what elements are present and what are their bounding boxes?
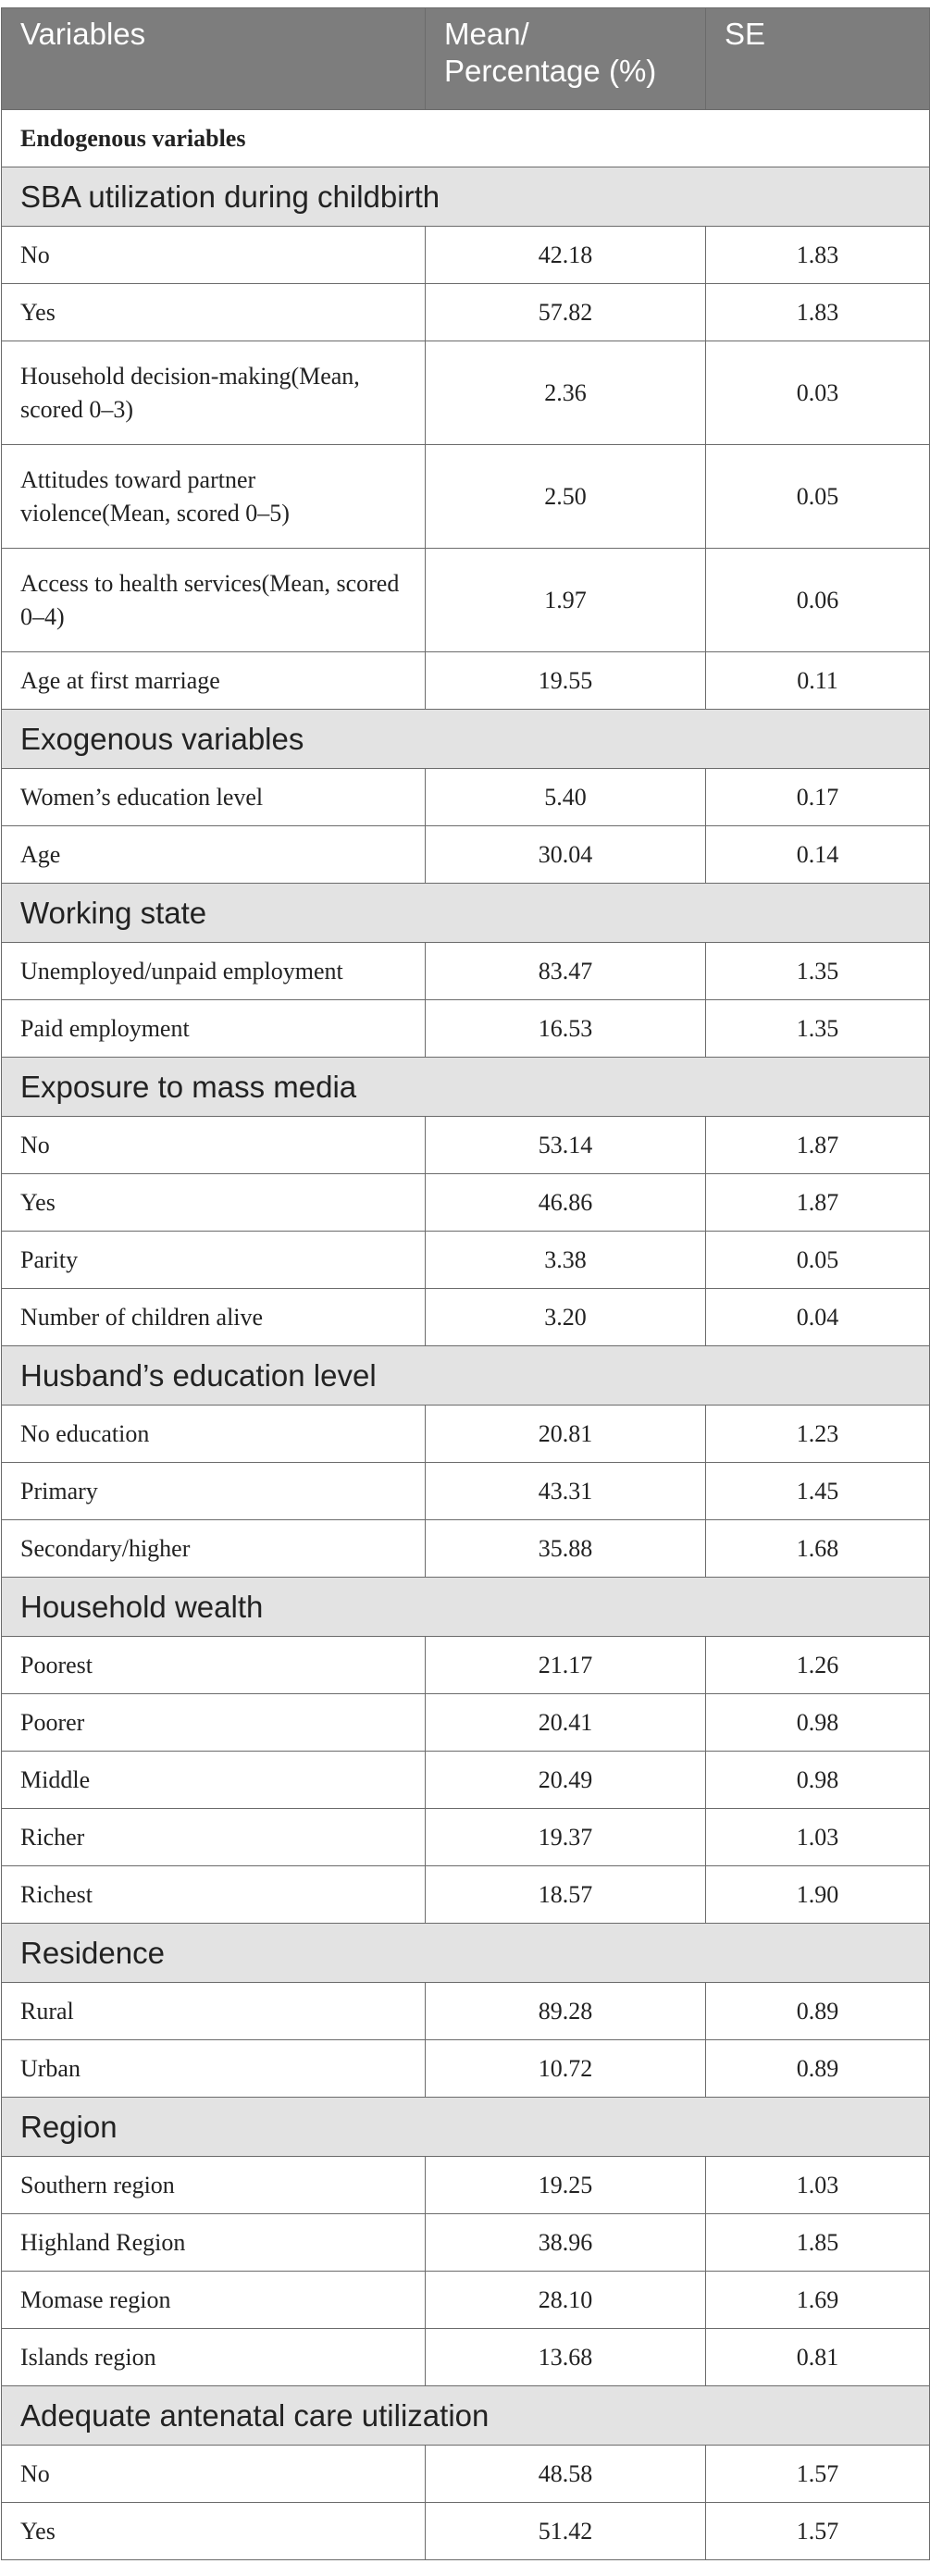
se-cell: 1.90 [706,1866,930,1924]
section-row [2,1578,930,1637]
variable-cell: Age at first marriage [2,652,426,710]
se-cell: 1.68 [706,1520,930,1578]
section-row [2,167,930,227]
mean-cell: 30.04 [426,826,706,884]
table-row [2,2040,930,2098]
table-row [2,227,930,284]
table-row [2,652,930,710]
se-cell: 1.83 [706,284,930,341]
variable-cell: Secondary/higher [2,1520,426,1578]
table-row [2,2329,930,2386]
mean-cell: 13.68 [426,2329,706,2386]
table-row [2,1809,930,1866]
se-cell: 1.23 [706,1406,930,1463]
mean-cell: 53.14 [426,1117,706,1174]
variable-cell: Islands region [2,2329,426,2386]
variable-cell: Women’s education level [2,769,426,826]
se-cell: 1.57 [706,2503,930,2560]
section-title: Household wealth [2,1578,930,1637]
section-title: Exposure to mass media [2,1058,930,1117]
variable-cell: Access to health services(Mean, scored 0–4) [2,549,426,652]
variable-cell: Primary [2,1463,426,1520]
mean-cell: 10.72 [426,2040,706,2098]
descriptive-statistics-table [1,7,930,2560]
mean-cell: 2.50 [426,445,706,549]
intro-row [2,110,930,167]
mean-cell: 57.82 [426,284,706,341]
se-cell: 1.87 [706,1174,930,1232]
mean-cell: 3.38 [426,1232,706,1289]
section-row [2,2386,930,2446]
variable-cell: Age [2,826,426,884]
mean-cell: 51.42 [426,2503,706,2560]
variable-cell: Southern region [2,2157,426,2214]
variable-cell: Urban [2,2040,426,2098]
se-cell: 0.81 [706,2329,930,2386]
mean-cell: 20.49 [426,1752,706,1809]
se-cell: 0.17 [706,769,930,826]
table-row [2,1174,930,1232]
mean-cell: 38.96 [426,2214,706,2272]
variable-cell: Momase region [2,2272,426,2329]
mean-cell: 21.17 [426,1637,706,1694]
se-cell: 0.98 [706,1752,930,1809]
table-row [2,826,930,884]
table-row [2,2503,930,2560]
se-cell: 0.98 [706,1694,930,1752]
header-se: SE [706,8,930,110]
mean-cell: 19.25 [426,2157,706,2214]
section-title: Adequate antenatal care utilization [2,2386,930,2446]
mean-cell: 19.55 [426,652,706,710]
se-cell: 1.83 [706,227,930,284]
variable-cell: Paid employment [2,1000,426,1058]
se-cell: 0.04 [706,1289,930,1346]
se-cell: 0.11 [706,652,930,710]
se-cell: 1.57 [706,2446,930,2503]
mean-cell: 28.10 [426,2272,706,2329]
se-cell: 0.03 [706,341,930,445]
table-row [2,1117,930,1174]
mean-cell: 18.57 [426,1866,706,1924]
table-row [2,769,930,826]
mean-cell: 83.47 [426,943,706,1000]
variable-cell: Yes [2,284,426,341]
variable-cell: Highland Region [2,2214,426,2272]
variable-cell: Poorest [2,1637,426,1694]
variable-cell: Richer [2,1809,426,1866]
mean-cell: 20.81 [426,1406,706,1463]
table-row [2,1289,930,1346]
table-row [2,1637,930,1694]
intro-label: Endogenous variables [2,110,930,167]
table-header-row [2,8,930,110]
section-row [2,884,930,943]
variable-cell: Poorer [2,1694,426,1752]
variable-cell: No [2,1117,426,1174]
table-row [2,2446,930,2503]
table-row [2,1752,930,1809]
section-title: SBA utilization during childbirth [2,167,930,227]
table-row [2,1694,930,1752]
mean-cell: 89.28 [426,1983,706,2040]
variable-cell: Attitudes toward partner violence(Mean, scored 0–5) [2,445,426,549]
table-row [2,1000,930,1058]
se-cell: 1.69 [706,2272,930,2329]
se-cell: 0.05 [706,445,930,549]
header-mean-percentage: Mean/ Percentage (%) [426,8,706,110]
variable-cell: Unemployed/unpaid employment [2,943,426,1000]
section-row [2,710,930,769]
section-title: Working state [2,884,930,943]
se-cell: 1.03 [706,1809,930,1866]
table-row [2,1232,930,1289]
variable-cell: Richest [2,1866,426,1924]
mean-cell: 46.86 [426,1174,706,1232]
table-row [2,943,930,1000]
se-cell: 0.89 [706,2040,930,2098]
se-cell: 1.35 [706,1000,930,1058]
mean-cell: 19.37 [426,1809,706,1866]
mean-cell: 35.88 [426,1520,706,1578]
se-cell: 1.03 [706,2157,930,2214]
section-row [2,2098,930,2157]
se-cell: 0.89 [706,1983,930,2040]
section-row [2,1346,930,1406]
se-cell: 1.26 [706,1637,930,1694]
mean-cell: 5.40 [426,769,706,826]
table-row [2,1983,930,2040]
table-row [2,2157,930,2214]
variable-cell: Rural [2,1983,426,2040]
table-row [2,284,930,341]
table-row [2,2214,930,2272]
variable-cell: Parity [2,1232,426,1289]
mean-cell: 42.18 [426,227,706,284]
variable-cell: No [2,227,426,284]
section-title: Exogenous variables [2,710,930,769]
table-row [2,1463,930,1520]
mean-cell: 43.31 [426,1463,706,1520]
mean-cell: 2.36 [426,341,706,445]
variable-cell: Number of children alive [2,1289,426,1346]
mean-cell: 48.58 [426,2446,706,2503]
se-cell: 0.14 [706,826,930,884]
section-row [2,1058,930,1117]
se-cell: 1.35 [706,943,930,1000]
table-row [2,341,930,445]
mean-cell: 16.53 [426,1000,706,1058]
table-row [2,2272,930,2329]
variable-cell: Middle [2,1752,426,1809]
mean-cell: 3.20 [426,1289,706,1346]
se-cell: 1.87 [706,1117,930,1174]
section-title: Region [2,2098,930,2157]
mean-cell: 1.97 [426,549,706,652]
mean-cell: 20.41 [426,1694,706,1752]
variable-cell: Yes [2,1174,426,1232]
table-row [2,1520,930,1578]
table-body [2,110,930,2560]
se-cell: 0.05 [706,1232,930,1289]
variable-cell: No education [2,1406,426,1463]
variable-cell: Household decision-making(Mean, scored 0–3) [2,341,426,445]
section-row [2,1924,930,1983]
se-cell: 0.06 [706,549,930,652]
table-row [2,1866,930,1924]
table-row [2,549,930,652]
variable-cell: Yes [2,2503,426,2560]
variable-cell: No [2,2446,426,2503]
se-cell: 1.45 [706,1463,930,1520]
table-row [2,1406,930,1463]
header-variables: Variables [2,8,426,110]
table-row [2,445,930,549]
section-title: Residence [2,1924,930,1983]
section-title: Husband’s education level [2,1346,930,1406]
se-cell: 1.85 [706,2214,930,2272]
